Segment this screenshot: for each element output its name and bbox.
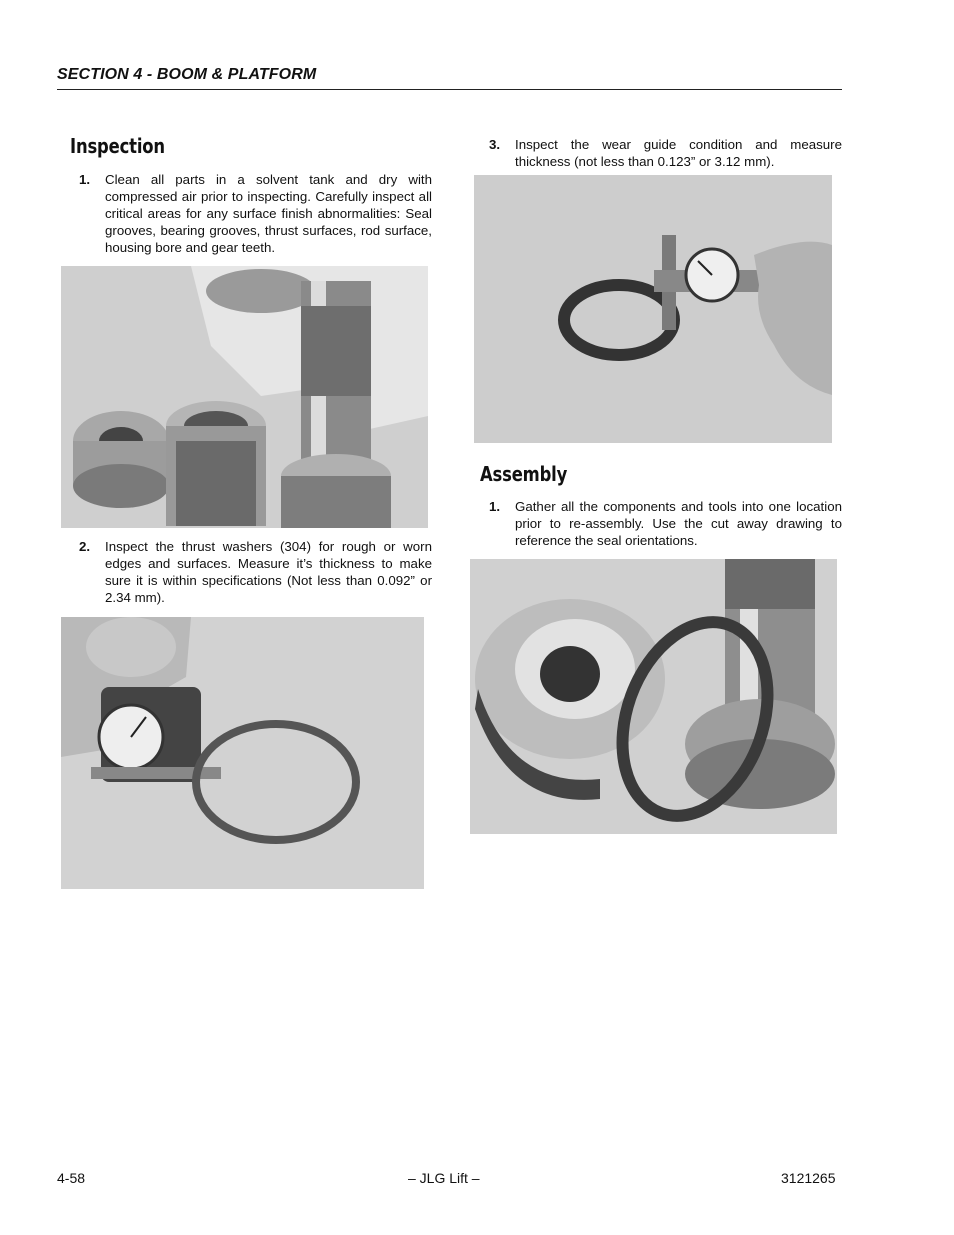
step-text: Inspect the wear guide condition and measure thickness (not less than 0.123” or 3.12 mm). (515, 137, 842, 169)
step-number: 2. (79, 539, 91, 554)
step-text: Clean all parts in a solvent tank and dry with compressed air prior to inspecting. Carefully inspect all critical areas for any surface finish abnormalities: Seal grooves, bearing grooves, thrust surfaces, rod surface, housing bore and gear teeth. (105, 172, 432, 255)
step-text: Inspect the thrust washers (304) for rough or worn edges and surfaces. Measure it’s thickness to make sure it is within specifications (Not less than 0.092” or 2.34 mm). (105, 539, 432, 605)
step-number: 1. (489, 499, 501, 514)
assembly-step-1 (489, 498, 842, 549)
step-number: 1. (79, 172, 91, 187)
assembly-heading: Assembly (480, 462, 568, 486)
inspection-step-3 (489, 136, 842, 170)
footer-brand: – JLG Lift – (408, 1170, 480, 1186)
inspection-step-2 (79, 538, 432, 606)
page-number: 4-58 (57, 1170, 86, 1186)
header-divider (57, 89, 842, 90)
thrust-washer-caliper-photo (61, 617, 424, 889)
inspection-heading: Inspection (70, 134, 165, 158)
inspection-step-1 (79, 171, 432, 256)
wear-guide-caliper-photo (474, 175, 832, 443)
step-text: Gather all the components and tools into one location prior to re-assembly. Use the cut away drawing to reference the seal orientations. (515, 499, 842, 548)
document-number: 3121265 (781, 1170, 836, 1186)
section-title: SECTION 4 - BOOM & PLATFORM (57, 66, 317, 83)
step-number: 3. (489, 137, 501, 152)
assembly-components-photo (470, 559, 837, 834)
disassembled-parts-photo (61, 266, 428, 528)
